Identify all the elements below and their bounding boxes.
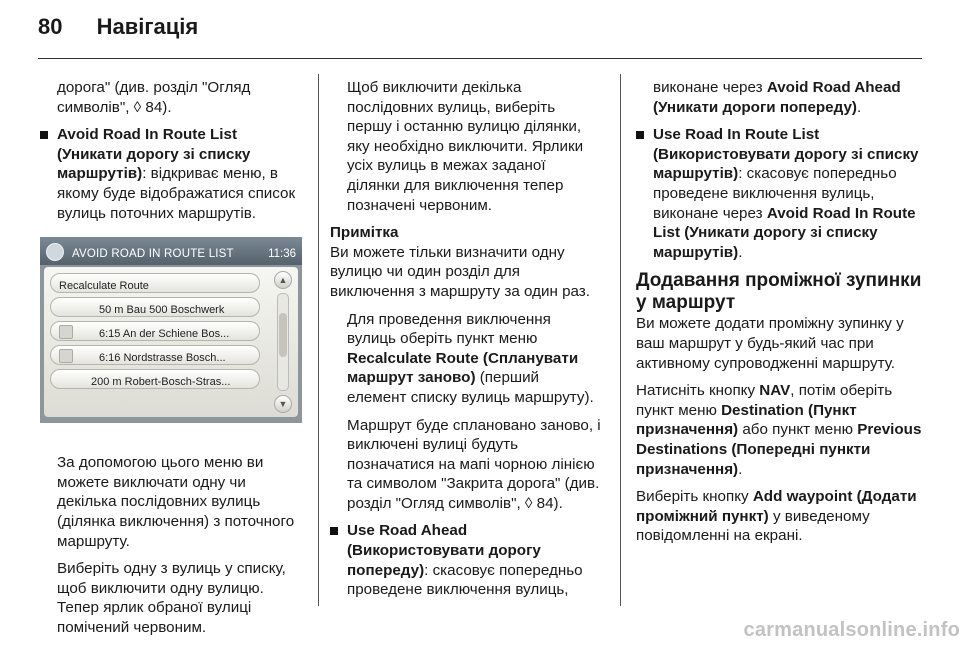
screen-title: AVOID ROAD IN ROUTE LIST <box>72 248 234 261</box>
bullet-text: : відкриває меню, в якому буде відображатися список вулиць поточних маршрутів. <box>57 165 296 222</box>
column-2 <box>330 78 602 608</box>
bullet-item <box>40 125 302 223</box>
menu-item-name: Destination (Пункт призначення) <box>636 401 857 439</box>
bullet-square <box>330 527 338 535</box>
paragraph: Маршрут буде сплановано заново, і виключені вулиці будуть позначатися на мапі чорною лінією та символом "Закрита дорога" (див. розділ "Огляд символів", ◊ 84). <box>347 416 601 512</box>
turn-icon <box>59 349 73 363</box>
section-heading: Додавання проміжної зупинки у маршрут <box>636 270 922 314</box>
paragraph: За допомогою цього меню ви можете виключати одну чи декілька послідовних вулиць (ділянка виключення) з поточного маршруту. <box>57 454 295 550</box>
page-header <box>38 14 198 40</box>
button-name: NAV <box>759 382 791 400</box>
scroll-down-icon: ▼ <box>274 395 292 413</box>
paragraph: Ви можете додати проміжну зупинку у ваш маршрут у будь-який час при активному супроводженні маршруту. <box>636 315 904 372</box>
paragraph: Щоб виключити декілька послідовних вулиць, виберіть першу і останню вулицю ділянки, яку необхідно виключити. Ярлики усіх вулиць в межах заданої ділянки для виключення тепер позначені червоним. <box>347 79 584 214</box>
scroll-up-icon: ▲ <box>274 271 292 289</box>
scroll-thumb <box>279 313 287 356</box>
screen-clock: 11:36 <box>268 248 296 261</box>
scroll-track <box>277 293 289 391</box>
bullet-square <box>40 131 48 139</box>
screen-titlebar <box>40 237 302 265</box>
note-heading: Примітка <box>330 224 399 242</box>
paragraph: Для проведення виключення вулиць оберіть пункт меню Recalculate Route (Спланувати маршрут заново) (перший елемент списку вулиць маршруту). <box>347 310 594 406</box>
note-text: Ви можете тільки визначити одну вулицю чи один розділ для виключення з маршруту за один раз. <box>330 243 590 300</box>
paragraph: Натисніть кнопку NAV, потім оберіть пункт меню Destination (Пункт призначення) або пункт меню Previous Destinations (Попередні пункти призначення). <box>636 382 922 478</box>
watermark: carmanualsonline.info <box>743 619 960 641</box>
paragraph: Виберіть кнопку Add waypoint (Додати проміжний пункт) у виведеному повідомленні на екрані. <box>636 488 917 545</box>
screenshot-figure <box>40 237 302 423</box>
column-divider-1 <box>318 74 319 606</box>
bullet-item <box>330 521 602 599</box>
menu-item-name: Avoid Road In Route List (Уникати дорогу зі списку маршрутів) <box>57 126 251 183</box>
page-number: 80 <box>38 14 63 39</box>
list-row: 6:16 Nordstrasse Bosch... <box>50 345 260 365</box>
menu-item-name: Avoid Road Ahead (Уникати дороги попереду) <box>653 79 901 116</box>
paragraph: дорога" (див. розділ "Огляд символів", ◊ 84). <box>57 79 251 116</box>
screen-list-area <box>44 267 298 417</box>
list-row: 6:15 An der Schiene Bos... <box>50 321 260 341</box>
section-title: Навігація <box>96 14 199 39</box>
column-divider-2 <box>620 74 621 606</box>
paragraph: виконане через Avoid Road Ahead (Уникати дороги попереду). <box>653 79 901 116</box>
column-1 <box>40 78 302 646</box>
menu-item-name: Use Road Ahead (Використовувати дорогу попереду) <box>347 522 541 579</box>
back-icon <box>46 243 64 261</box>
column-3 <box>636 78 926 554</box>
bullet-text: : скасовує попередньо проведене виключення вулиць, <box>347 561 583 599</box>
list-row-recalculate: Recalculate Route <box>50 273 260 293</box>
turn-icon <box>59 325 73 339</box>
menu-item-name: Recalculate Route (Спланувати маршрут заново) <box>347 349 579 387</box>
menu-item-name: Use Road In Route List (Використовувати дорогу зі списку маршрутів) <box>653 126 919 183</box>
list-row: 50 m Bau 500 Boschwerk <box>50 297 260 317</box>
screen-scrollbar <box>274 271 292 413</box>
menu-item-name: Avoid Road In Route List (Уникати дорогу зі списку маршрутів) <box>653 204 916 261</box>
menu-item-name: Previous Destinations (Попередні пункти призначення) <box>636 421 922 478</box>
bullet-item: Use Road In Route List (Використовувати дорогу зі списку маршрутів): скасовує попередньо проведене виключення вулиць, виконане через Avoid Road In Route List (Уникати дорогу зі списку маршрутів). <box>636 125 926 262</box>
list-row: 200 m Robert-Bosch-Stras... <box>50 369 260 389</box>
header-rule <box>38 58 922 59</box>
bullet-square <box>636 131 644 139</box>
button-name: Add waypoint (Додати проміжний пункт) <box>636 488 917 525</box>
paragraph: Виберіть одну з вулиць у списку, щоб виключити одну вулицю. Тепер ярлик обраної вулиці помічений червоним. <box>57 560 286 636</box>
